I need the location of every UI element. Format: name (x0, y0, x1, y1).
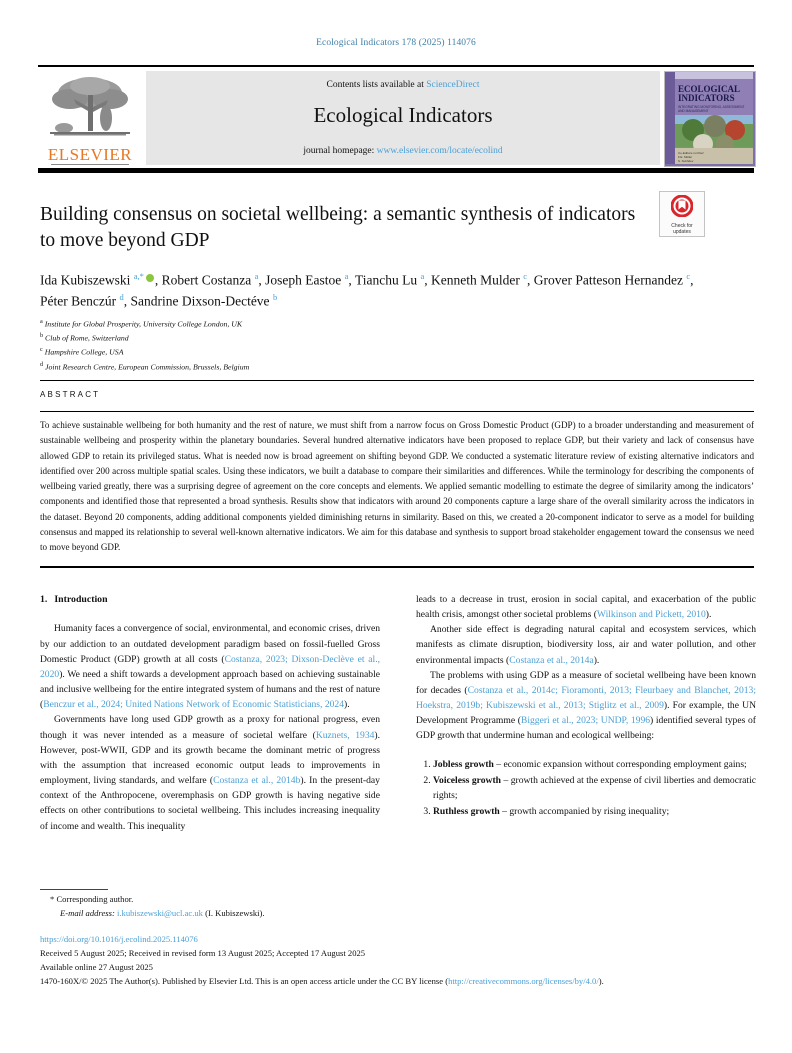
author-affiliation-mark: a,* (133, 271, 144, 281)
author-name: Ida Kubiszewski (40, 272, 134, 288)
copyright-line (40, 974, 756, 988)
section-title: Introduction (54, 594, 108, 605)
text-run: The problems with using GDP as a measure of societal wellbeing have been known for decades ( (416, 669, 756, 696)
text-run: leads to a decrease in trust, erosion in social capital, and exacerbation of the public health crisis, amongst other societal problems ( (416, 594, 756, 621)
text-run: ) identified several types of GDP growth that undermine human and ecological wellbeing: (416, 715, 756, 742)
elsevier-logo (38, 71, 142, 165)
elsevier-tree-icon (44, 73, 136, 145)
affiliation-mark: b (40, 332, 44, 340)
author-name: Kenneth Mulder (430, 272, 524, 288)
citation-link[interactable]: Benczur et al., 2024; United Nations Network of Economic Statisticians, 2024 (43, 699, 345, 711)
text-run: ). However, post-WWII, GDP and its growth became the dominant metric of progress with the assumption that increased economic output leads to improvements in employment, living standards, and welfare ( (40, 729, 381, 787)
doi-link[interactable]: https://doi.org/10.1016/j.ecolind.2025.114076 (40, 934, 198, 944)
abstract-rule-top (40, 380, 754, 381)
affiliation-mark: d (40, 360, 44, 368)
author-list (40, 270, 720, 312)
abstract-text: To achieve sustainable wellbeing for both humanity and the rest of nature, we must shift from a narrow focus on Gross Domestic Product (GDP) to a broader understanding and measurement of sustainable wellbeing and prosperity within the planetary boundaries. Several hundred alternative indicators have been proposed to replace GDP, but their variety and lack of consensus have allowed GDP to retain its privileged status. What is needed now is broad agreement on shifting beyond GDP. We conducted a systematic literature review of existing alternative indicators and identified over 200 across multiple spatial scales. Using these indicators, we built a database to compare their similarities and differences. While the terminology for describing the components of wellbeing varied greatly, there was a surprising degree of agreement on the core concepts and elements. We applied semantic modelling to estimate the degree of similarity among the indicators’ components and identified those that represented a broad synthesis. Results show that indicators with around 20 components capture a large share of the overall similarity across the indicators in the dataset. Beyond 20 components, adding additional components yielded diminishing returns in similarity. Based on this, we created a 20-component indicator to serve as a model for building consensus and mapped its relationship to several well-known alternative indicators. We aim for this database and synthesis to support broad stakeholder engagement toward the consensus we need to move beyond GDP. (40, 420, 754, 553)
corresponding-author-note: * Corresponding author. (50, 894, 134, 904)
contents-line (146, 71, 660, 90)
author-name: Péter Benczúr (40, 293, 120, 309)
text-run: ). We need a shift towards a development approach based on achieving sustainable and inclusive wellbeing for the entire integrated system of humans and the rest of nature ( (40, 668, 380, 711)
author-separator: , (154, 272, 162, 288)
author-separator: , (123, 293, 131, 309)
author-separator: , (690, 272, 694, 288)
running-head: Ecological Indicators 178 (2025) 114076 (316, 38, 476, 48)
author-separator: , (348, 272, 355, 288)
crossmark-label-line2: updates (673, 229, 691, 236)
text-run: ). (598, 976, 604, 986)
svg-text:ECOLOGICAL: ECOLOGICAL (678, 84, 741, 94)
orcid-icon[interactable] (146, 274, 154, 282)
section-number: 1. (40, 594, 48, 605)
section-heading-introduction (40, 592, 380, 607)
author-separator: , (527, 272, 534, 288)
citation-link[interactable]: Biggeri et al., 2023; UNDP, 1996 (520, 715, 651, 727)
growth-type-description: – growth accompanied by rising inequality; (499, 806, 670, 818)
journal-masthead (38, 65, 754, 175)
available-online: Available online 27 August 2025 (40, 962, 153, 972)
crossmark-badge[interactable] (659, 191, 705, 237)
paragraph-right-3 (416, 668, 756, 744)
column-left (40, 592, 380, 834)
crossmark-label (660, 223, 704, 236)
text-run: ). (593, 654, 600, 666)
crossmark-icon (671, 195, 693, 217)
text-run: Another side effect is degrading natural capital and ecosystem services, which manifests as climate disruption, biodiversity loss, air and water pollution, and other environmental impacts ( (416, 624, 756, 666)
abstract-rule-bottom (40, 566, 754, 568)
text-run: 1470-160X/© 2025 The Author(s). Published by Elsevier Ltd. This is an open access article under the CC BY license ( (40, 976, 449, 986)
svg-text:S. Sukhdev: S. Sukhdev (678, 159, 694, 163)
email-suffix: (I. Kubiszewski). (202, 907, 265, 918)
growth-types-list (416, 757, 756, 820)
growth-type-term: Ruthless growth (433, 806, 500, 818)
citation-link[interactable]: Wilkinson and Pickett, 2010 (596, 609, 706, 621)
email-link[interactable]: i.kubiszewski@ucl.ac.uk (116, 907, 203, 918)
abstract-rule-mid (40, 411, 754, 412)
svg-text:F.E. Müller: F.E. Müller (678, 155, 693, 159)
journal-homepage-link[interactable]: www.elsevier.com/locate/ecolind (376, 146, 503, 156)
text-run: ). (344, 699, 350, 711)
citation-link[interactable]: Costanza, 2023; Dixson-Declève et al., 2020 (40, 653, 381, 680)
author-affiliation-mark: a (254, 271, 259, 281)
paragraph-left-2 (40, 712, 380, 833)
citation-link[interactable]: Kuznets, 1934 (315, 729, 375, 741)
author-name: Sandrine Dixson-Dectéve (130, 293, 273, 309)
journal-homepage-line (146, 128, 660, 156)
received-dates: Received 5 August 2025; Received in revised form 13 August 2025; Accepted 17 August 2025 (40, 948, 366, 958)
footnotes (40, 893, 460, 921)
text-run: ). (705, 609, 712, 621)
page-title: Building consensus on societal wellbeing: a semantic synthesis of indicators to move beyond GDP (40, 204, 636, 251)
author-affiliation-mark: d (119, 292, 124, 303)
growth-type-term: Voiceless growth (433, 774, 502, 786)
affiliation-item (40, 345, 540, 359)
citation-link[interactable]: Costanza et al., 2014b (213, 775, 301, 787)
paragraph-left-1 (40, 621, 380, 712)
affiliation-mark: c (40, 346, 43, 354)
sciencedirect-link[interactable]: ScienceDirect (426, 80, 480, 90)
crossmark-label-line1: Check for (671, 223, 693, 229)
affiliation-text: Institute for Global Prosperity, University College London, UK (42, 319, 243, 329)
author-name: Joseph Eastoe (265, 272, 345, 288)
affiliation-text: Joint Research Centre, European Commission, Brussels, Belgium (43, 362, 250, 372)
paragraph-right-1 (416, 592, 756, 622)
growth-type-description: – economic expansion without corresponding employment gains; (493, 758, 747, 770)
cc-license-link[interactable]: http://creativecommons.org/licenses/by/4.0/ (448, 976, 599, 986)
text-run: Humanity faces a convergence of social, environmental, and economic crises, driven by our addiction to an outdated development paradigm based on fossil-fuelled Gross Domestic Product (GDP) growth at all costs ( (40, 623, 380, 665)
elsevier-wordmark-rule (51, 164, 129, 165)
homepage-prefix: journal homepage: (303, 146, 377, 156)
svg-text:Co-Editors-in-Chief: Co-Editors-in-Chief (678, 151, 704, 155)
author-affiliation-mark: a (420, 271, 425, 281)
text-run: Governments have long used GDP growth as a proxy for national progress, even though it was never intended as a measure of societal welfare ( (40, 714, 380, 741)
footnote-rule (40, 889, 108, 890)
body-columns (40, 592, 756, 874)
affiliation-item (40, 331, 540, 345)
elsevier-wordmark: ELSEVIER (47, 145, 133, 164)
affiliation-mark: a (40, 318, 43, 325)
journal-info-band (146, 71, 660, 165)
author-name: Tianchu Lu (354, 272, 421, 288)
affiliation-item (40, 360, 540, 374)
email-label: E-mail address: (60, 907, 115, 918)
text-run: ). For example, the UN Development Programme ( (416, 700, 756, 727)
title-block (40, 202, 652, 253)
column-right (416, 592, 756, 820)
journal-title: Ecological Indicators (313, 103, 493, 127)
list-item (433, 773, 756, 803)
list-item (433, 757, 756, 772)
author-name: Grover Patteson Hernandez (533, 272, 687, 288)
contents-prefix: Contents lists available at (326, 80, 427, 90)
journal-cover-art (665, 72, 753, 164)
svg-text:INDICATORS: INDICATORS (678, 93, 735, 103)
masthead-top-rule (38, 65, 754, 67)
journal-cover-thumbnail (664, 71, 756, 167)
masthead-bottom-rule (38, 168, 754, 173)
text-run: ). In the present-day context of the Anthropocene, overemphasis on GDP growth is having negative side effects on other contributions to societal wellbeing. This includes increasing inequality of income and wealth. This inequality (40, 775, 380, 832)
citation-link[interactable]: Costanza et al., 2014a (509, 654, 594, 666)
citation-link[interactable]: Costanza et al., 2014c; Fioramonti, 2013; Fleurbaey and Blanchet, 2013; Hoekstra, 2019b; Kubiszewski et al., 2013; Stiglitz et al., 2009 (416, 684, 756, 712)
author-affiliation-mark: b (272, 292, 278, 303)
author-affiliation-mark: c (686, 271, 691, 281)
email-note (40, 907, 460, 921)
growth-type-term: Jobless growth (433, 758, 494, 770)
author-affiliation-mark: c (523, 271, 527, 281)
svg-text:INTEGRATING MONITORING, ASSESS: INTEGRATING MONITORING, ASSESSMENT (678, 105, 745, 109)
svg-text:AND MANAGEMENT: AND MANAGEMENT (678, 109, 709, 113)
publication-info (40, 932, 756, 988)
author-affiliation-mark: a (344, 271, 349, 281)
author-separator: , (258, 272, 266, 288)
growth-type-description: – growth achieved at the expense of civil liberties and democratic rights; (433, 774, 757, 801)
author-name: Robert Costanza (161, 272, 255, 288)
affiliation-text: Club of Rome, Switzerland (43, 333, 129, 343)
affiliation-list (40, 317, 540, 374)
paragraph-right-2 (416, 622, 756, 667)
list-item (433, 804, 756, 819)
abstract-heading: ABSTRACT (40, 390, 101, 399)
author-separator: , (424, 272, 431, 288)
affiliation-item (40, 317, 540, 331)
affiliation-text: Hampshire College, USA (42, 348, 124, 358)
